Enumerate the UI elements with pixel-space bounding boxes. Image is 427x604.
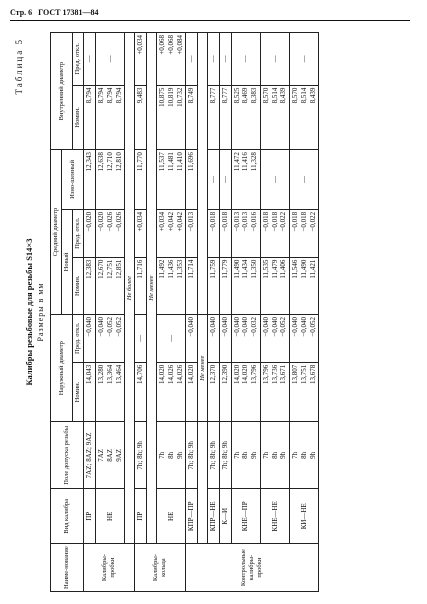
od-nominal: 14,020 bbox=[186, 362, 198, 422]
gauge-type: К—И bbox=[219, 489, 231, 544]
od-deviation: — bbox=[135, 314, 147, 362]
od-nominal: 14,020 14,026 14,026 bbox=[157, 362, 186, 422]
od-deviation: −0,040 bbox=[219, 314, 231, 362]
id-deviation: — bbox=[290, 33, 319, 86]
rotated-table-sheet bbox=[10, 32, 410, 592]
md-worn: 11,537 11,481 11,410 bbox=[157, 150, 186, 210]
col-id-deviation: Пред. откл. bbox=[73, 33, 84, 86]
md-nominal: 11,759 bbox=[208, 257, 220, 314]
id-nominal: 8,749 bbox=[186, 85, 198, 149]
md-nominal: 11,546 11,490 11,421 bbox=[290, 257, 319, 314]
note-row bbox=[198, 33, 208, 592]
md-worn: 11,696 bbox=[186, 150, 198, 210]
group-plugs: Калибры-пробки bbox=[84, 544, 135, 592]
id-deviation: — bbox=[96, 33, 125, 86]
note-row bbox=[125, 33, 135, 592]
col-md-nominal: Номин. bbox=[73, 257, 84, 314]
page-number: Стр. 6 bbox=[10, 8, 33, 17]
gauge-table bbox=[50, 32, 319, 592]
col-gauge-type: Вид калибра bbox=[51, 489, 84, 544]
tolerance-field: 7h 8h 9h bbox=[260, 422, 289, 489]
gauge-type: ПР bbox=[135, 489, 147, 544]
col-od-nominal: Номин. bbox=[73, 362, 84, 422]
col-md-deviation: Пред. откл. bbox=[73, 209, 84, 257]
gauge-type: ПР bbox=[84, 489, 96, 544]
table-row bbox=[186, 33, 198, 592]
col-name: Наиме-нование bbox=[51, 544, 84, 592]
table-subtitle: Размеры в мм bbox=[36, 282, 45, 342]
md-deviation: −0,018 −0,018 −0,022 bbox=[290, 209, 319, 257]
md-worn: 12,343 bbox=[84, 150, 96, 210]
tolerance-field: 7h 8h 9h bbox=[157, 422, 186, 489]
md-nominal: 11,535 11,479 11,406 bbox=[260, 257, 289, 314]
md-deviation: +0,034 +0,042 +0,042 bbox=[157, 209, 186, 257]
md-nominal: 11,716 bbox=[135, 257, 147, 314]
tolerance-field: 7h 8h 9h bbox=[290, 422, 319, 489]
group-control: Контрольные калибры-пробки bbox=[186, 544, 319, 592]
gauge-type: НЕ bbox=[157, 489, 186, 544]
id-deviation: +0,034 bbox=[135, 33, 147, 86]
id-deviation: — bbox=[231, 33, 260, 86]
page-header bbox=[10, 8, 102, 17]
od-deviation: −0,040 −0,052 −0,052 bbox=[96, 314, 125, 362]
tolerance-field: 7h 8h 9h bbox=[231, 422, 260, 489]
md-deviation: −0,018 bbox=[219, 209, 231, 257]
md-worn: — bbox=[290, 150, 319, 210]
standard-code: ГОСТ 17381—84 bbox=[38, 8, 99, 17]
tolerance-field: 7AZ; 8AZ; 9AZ bbox=[84, 422, 96, 489]
col-outer-diameter: Наружный диаметр bbox=[51, 314, 73, 421]
table-row bbox=[260, 33, 289, 592]
id-deviation: +0,068 +0,068 +0,084 bbox=[157, 33, 186, 86]
md-deviation: −0,018 bbox=[208, 209, 220, 257]
table-row bbox=[290, 33, 319, 592]
id-nominal: 10,875 10,819 10,732 bbox=[157, 85, 186, 149]
id-nominal: 8,570 8,514 8,439 bbox=[290, 85, 319, 149]
od-deviation: −0,040 bbox=[84, 314, 96, 362]
gauge-type: КИ—НЕ bbox=[290, 489, 319, 544]
id-deviation: — bbox=[186, 33, 198, 86]
note-max: Не более bbox=[125, 33, 135, 544]
od-nominal: 14,706 bbox=[135, 362, 147, 422]
table-row bbox=[219, 33, 231, 592]
note-min: Не менее bbox=[198, 314, 208, 421]
od-deviation: — bbox=[157, 314, 186, 362]
md-nominal: 11,714 bbox=[186, 257, 198, 314]
id-nominal: 9,483 bbox=[135, 85, 147, 149]
tolerance-field: 7h; 8h; 9h bbox=[208, 422, 220, 489]
md-deviation: −0,018 −0,018 −0,022 bbox=[260, 209, 289, 257]
md-nominal: 12,383 bbox=[84, 257, 96, 314]
od-nominal: 12,390 bbox=[219, 362, 231, 422]
od-deviation: −0,040 −0,040 −0,032 bbox=[231, 314, 260, 362]
col-od-deviation: Пред. откл. bbox=[73, 314, 84, 362]
md-nominal: 11,492 11,436 11,353 bbox=[157, 257, 186, 314]
md-worn: 12,638 12,710 12,810 bbox=[96, 150, 125, 210]
od-deviation: −0,040 bbox=[186, 314, 198, 362]
md-worn: — bbox=[219, 150, 231, 210]
id-nominal: 8,777 bbox=[208, 85, 220, 149]
md-nominal: 12,670 12,751 12,851 bbox=[96, 257, 125, 314]
gauge-type: КНЕ—ПР bbox=[231, 489, 260, 544]
col-mid-diameter: Средний диаметр bbox=[51, 150, 62, 315]
col-inner-diameter: Внутренний диаметр bbox=[51, 33, 73, 150]
md-worn: — bbox=[208, 150, 220, 210]
id-deviation: — bbox=[260, 33, 289, 86]
id-deviation: — bbox=[219, 33, 231, 86]
id-nominal: 8,777 bbox=[219, 85, 231, 149]
md-deviation: +0,034 bbox=[135, 209, 147, 257]
md-deviation: −0,013 −0,013 −0,016 bbox=[231, 209, 260, 257]
id-nominal: 8,794 bbox=[84, 85, 96, 149]
group-rings: Калибры-кольца bbox=[135, 544, 186, 592]
gauge-type: НЕ bbox=[96, 489, 125, 544]
gauge-type: КПР—НЕ bbox=[208, 489, 220, 544]
md-nominal: 11,779 bbox=[219, 257, 231, 314]
col-tolerance-field: Поле допуска резьбы bbox=[51, 422, 84, 489]
tolerance-field: 7h; 8h; 9h bbox=[135, 422, 147, 489]
id-deviation: — bbox=[208, 33, 220, 86]
md-deviation: −0,020 −0,026 −0,026 bbox=[96, 209, 125, 257]
tolerance-field: 7h; 8h; 9h bbox=[186, 422, 198, 489]
md-deviation: −0,020 bbox=[84, 209, 96, 257]
table-row bbox=[84, 33, 96, 592]
id-nominal: 8,570 8,514 8,439 bbox=[260, 85, 289, 149]
od-nominal: 14,043 bbox=[84, 362, 96, 422]
table-label: Таблица 5 bbox=[14, 38, 24, 95]
table-row bbox=[135, 33, 147, 592]
id-nominal: 8,794 8,794 8,794 bbox=[96, 85, 125, 149]
tolerance-field: 7AZ 8AZ 9AZ bbox=[96, 422, 125, 489]
note-min: Не менее bbox=[147, 33, 157, 544]
od-nominal: 13,796 13,736 13,671 bbox=[260, 362, 289, 422]
note-row bbox=[147, 33, 157, 592]
col-worn: Изно-шенный bbox=[62, 150, 84, 210]
od-deviation: −0,040 bbox=[208, 314, 220, 362]
table-row bbox=[231, 33, 260, 592]
table-title: Калибры резьбовые для резьбы S14×3 bbox=[24, 238, 34, 386]
table-row bbox=[208, 33, 220, 592]
id-deviation: — bbox=[84, 33, 96, 86]
col-id-nominal: Номин. bbox=[73, 85, 84, 149]
md-worn: — bbox=[260, 150, 289, 210]
od-nominal: 14,020 14,020 13,796 bbox=[231, 362, 260, 422]
col-new: Новый bbox=[62, 209, 73, 314]
od-deviation: −0,040 −0,040 −0,052 bbox=[290, 314, 319, 362]
header-rule bbox=[10, 20, 410, 21]
id-nominal: 8,525 8,469 8,383 bbox=[231, 85, 260, 149]
od-deviation: −0,040 −0,040 −0,052 bbox=[260, 314, 289, 362]
md-deviation: −0,013 bbox=[186, 209, 198, 257]
gauge-type: КПР—ПР bbox=[186, 489, 198, 544]
od-nominal: 13,280 13,364 13,464 bbox=[96, 362, 125, 422]
table-row bbox=[96, 33, 125, 592]
md-worn: 11,472 11,416 11,328 bbox=[231, 150, 260, 210]
md-worn: 11,770 bbox=[135, 150, 147, 210]
tolerance-field: 7h; 8h; 9h bbox=[219, 422, 231, 489]
table-row bbox=[157, 33, 186, 592]
od-nominal: 12,370 bbox=[208, 362, 220, 422]
gauge-type: КНЕ—НЕ bbox=[260, 489, 289, 544]
md-nominal: 11,490 11,434 11,350 bbox=[231, 257, 260, 314]
od-nominal: 13,807 13,751 13,678 bbox=[290, 362, 319, 422]
